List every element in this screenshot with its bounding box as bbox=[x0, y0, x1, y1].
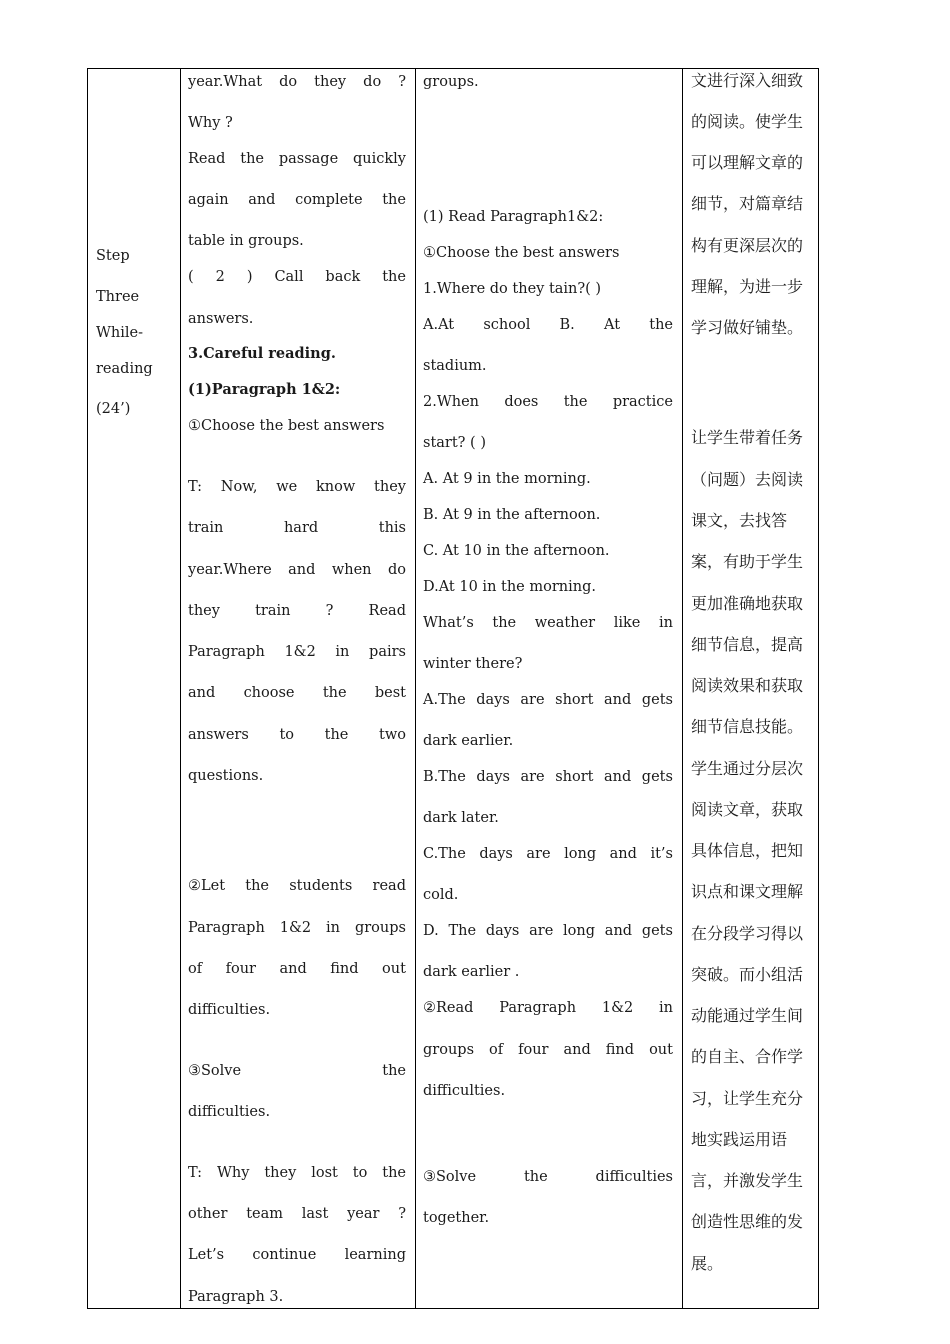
purpose-line: 细节信息技能。 bbox=[691, 717, 804, 736]
activity-line: difficulties. bbox=[188, 1002, 271, 1018]
activity-line: Paragraph 1&2 in pairs bbox=[188, 644, 406, 660]
activity-line: answers. bbox=[188, 311, 254, 327]
activity-line: year.What do they do ? bbox=[188, 74, 406, 90]
student-activity-line: winter there? bbox=[423, 656, 523, 672]
activity-line: Let’s continue learning bbox=[188, 1247, 406, 1263]
student-activity-line: A.At school B. At the bbox=[423, 317, 673, 333]
purpose-line: 让学生带着任务 bbox=[691, 428, 804, 447]
activity-line: again and complete the bbox=[188, 192, 406, 208]
student-activity-line: 2.When does the practice bbox=[423, 394, 673, 410]
purpose-line: 更加准确地获取 bbox=[691, 594, 804, 613]
activity-line: T: Why they lost to the bbox=[188, 1165, 406, 1181]
purpose-line: 的阅读。使学生 bbox=[691, 112, 804, 131]
column-divider bbox=[682, 69, 683, 1308]
activity-line: year.Where and when do bbox=[188, 562, 406, 578]
purpose-line: 文进行深入细致 bbox=[691, 71, 804, 90]
purpose-line: 理解，为进一步 bbox=[691, 277, 804, 296]
student-activity-line: A. At 9 in the morning. bbox=[423, 471, 591, 487]
step-line: Step bbox=[96, 248, 130, 264]
purpose-line: 阅读效果和获取 bbox=[691, 676, 804, 695]
student-activity-line: dark earlier. bbox=[423, 733, 514, 749]
column-divider bbox=[415, 69, 416, 1308]
step-line: (24’) bbox=[96, 401, 131, 417]
purpose-line: 在分段学习得以 bbox=[691, 924, 804, 943]
purpose-line: 学生通过分层次 bbox=[691, 759, 804, 778]
activity-line: answers to the two bbox=[188, 727, 406, 743]
student-activity-line: B. At 9 in the afternoon. bbox=[423, 507, 601, 523]
student-activity-line: B.The days are short and gets bbox=[423, 769, 673, 785]
activity-line: ①Choose the best answers bbox=[188, 418, 385, 434]
activity-line: 3.Careful reading. bbox=[188, 345, 336, 362]
activity-line: T: Now, we know they bbox=[188, 479, 406, 495]
student-activity-line: ①Choose the best answers bbox=[423, 245, 620, 261]
student-activity-line: (1) Read Paragraph1&2: bbox=[423, 209, 604, 225]
purpose-line: （问题）去阅读 bbox=[691, 470, 804, 489]
purpose-line: 动能通过学生间 bbox=[691, 1006, 804, 1025]
student-activity-line: 1.Where do they tain?( ) bbox=[423, 281, 602, 297]
purpose-line: 学习做好铺垫。 bbox=[691, 318, 804, 337]
purpose-line: 的自主、合作学 bbox=[691, 1047, 804, 1066]
activity-line: (1)Paragraph 1&2: bbox=[188, 381, 341, 398]
step-line: Three bbox=[96, 289, 140, 305]
purpose-line: 可以理解文章的 bbox=[691, 153, 804, 172]
purpose-line: 识点和课文理解 bbox=[691, 882, 804, 901]
student-activity-line: ③Solve the difficulties bbox=[423, 1169, 673, 1185]
student-activity-line: together. bbox=[423, 1210, 490, 1226]
activity-line: difficulties. bbox=[188, 1104, 271, 1120]
activity-line: Why ? bbox=[188, 115, 233, 131]
step-line: While- bbox=[96, 325, 143, 341]
purpose-line: 构有更深层次的 bbox=[691, 236, 804, 255]
purpose-line: 地实践运用语 bbox=[691, 1130, 788, 1149]
student-activity-line: dark earlier . bbox=[423, 964, 520, 980]
student-activity-line: C.The days are long and it’s bbox=[423, 846, 673, 862]
student-activity-line: dark later. bbox=[423, 810, 499, 826]
activity-line: and choose the best bbox=[188, 685, 406, 701]
purpose-line: 习，让学生充分 bbox=[691, 1089, 804, 1108]
activity-line: train hard this bbox=[188, 520, 406, 536]
purpose-line: 案，有助于学生 bbox=[691, 552, 804, 571]
activity-line: Paragraph 3. bbox=[188, 1289, 284, 1305]
purpose-line: 展。 bbox=[691, 1254, 724, 1273]
purpose-line: 具体信息，把知 bbox=[691, 841, 804, 860]
activity-line: they train ? Read bbox=[188, 603, 406, 619]
student-activity-line: difficulties. bbox=[423, 1083, 506, 1099]
student-activity-line: stadium. bbox=[423, 358, 487, 374]
activity-line: Read the passage quickly bbox=[188, 151, 406, 167]
student-activity-line: groups. bbox=[423, 74, 479, 90]
purpose-line: 细节信息，提高 bbox=[691, 635, 804, 654]
activity-line: other team last year ? bbox=[188, 1206, 406, 1222]
student-activity-line: ②Read Paragraph 1&2 in bbox=[423, 1000, 673, 1016]
purpose-line: 课文，去找答 bbox=[691, 511, 788, 530]
step-line: reading bbox=[96, 361, 153, 377]
purpose-line: 创造性思维的发 bbox=[691, 1212, 804, 1231]
student-activity-line: A.The days are short and gets bbox=[423, 692, 673, 708]
activity-line: ( 2 ) Call back the bbox=[188, 269, 406, 285]
student-activity-line: D. The days are long and gets bbox=[423, 923, 673, 939]
activity-line: questions. bbox=[188, 768, 264, 784]
purpose-line: 阅读文章，获取 bbox=[691, 800, 804, 819]
activity-line: Paragraph 1&2 in groups bbox=[188, 920, 406, 936]
student-activity-line: start? ( ) bbox=[423, 435, 486, 451]
purpose-line: 细节，对篇章结 bbox=[691, 194, 804, 213]
activity-line: ②Let the students read bbox=[188, 878, 406, 894]
student-activity-line: cold. bbox=[423, 887, 459, 903]
student-activity-line: groups of four and find out bbox=[423, 1042, 673, 1058]
activity-line: of four and find out bbox=[188, 961, 406, 977]
student-activity-line: C. At 10 in the afternoon. bbox=[423, 543, 610, 559]
purpose-line: 突破。而小组活 bbox=[691, 965, 804, 984]
student-activity-line: What’s the weather like in bbox=[423, 615, 673, 631]
purpose-line: 言，并激发学生 bbox=[691, 1171, 804, 1190]
activity-line: table in groups. bbox=[188, 233, 304, 249]
activity-line: ③Solve the bbox=[188, 1063, 406, 1079]
student-activity-line: D.At 10 in the morning. bbox=[423, 579, 596, 595]
column-divider bbox=[180, 69, 181, 1308]
